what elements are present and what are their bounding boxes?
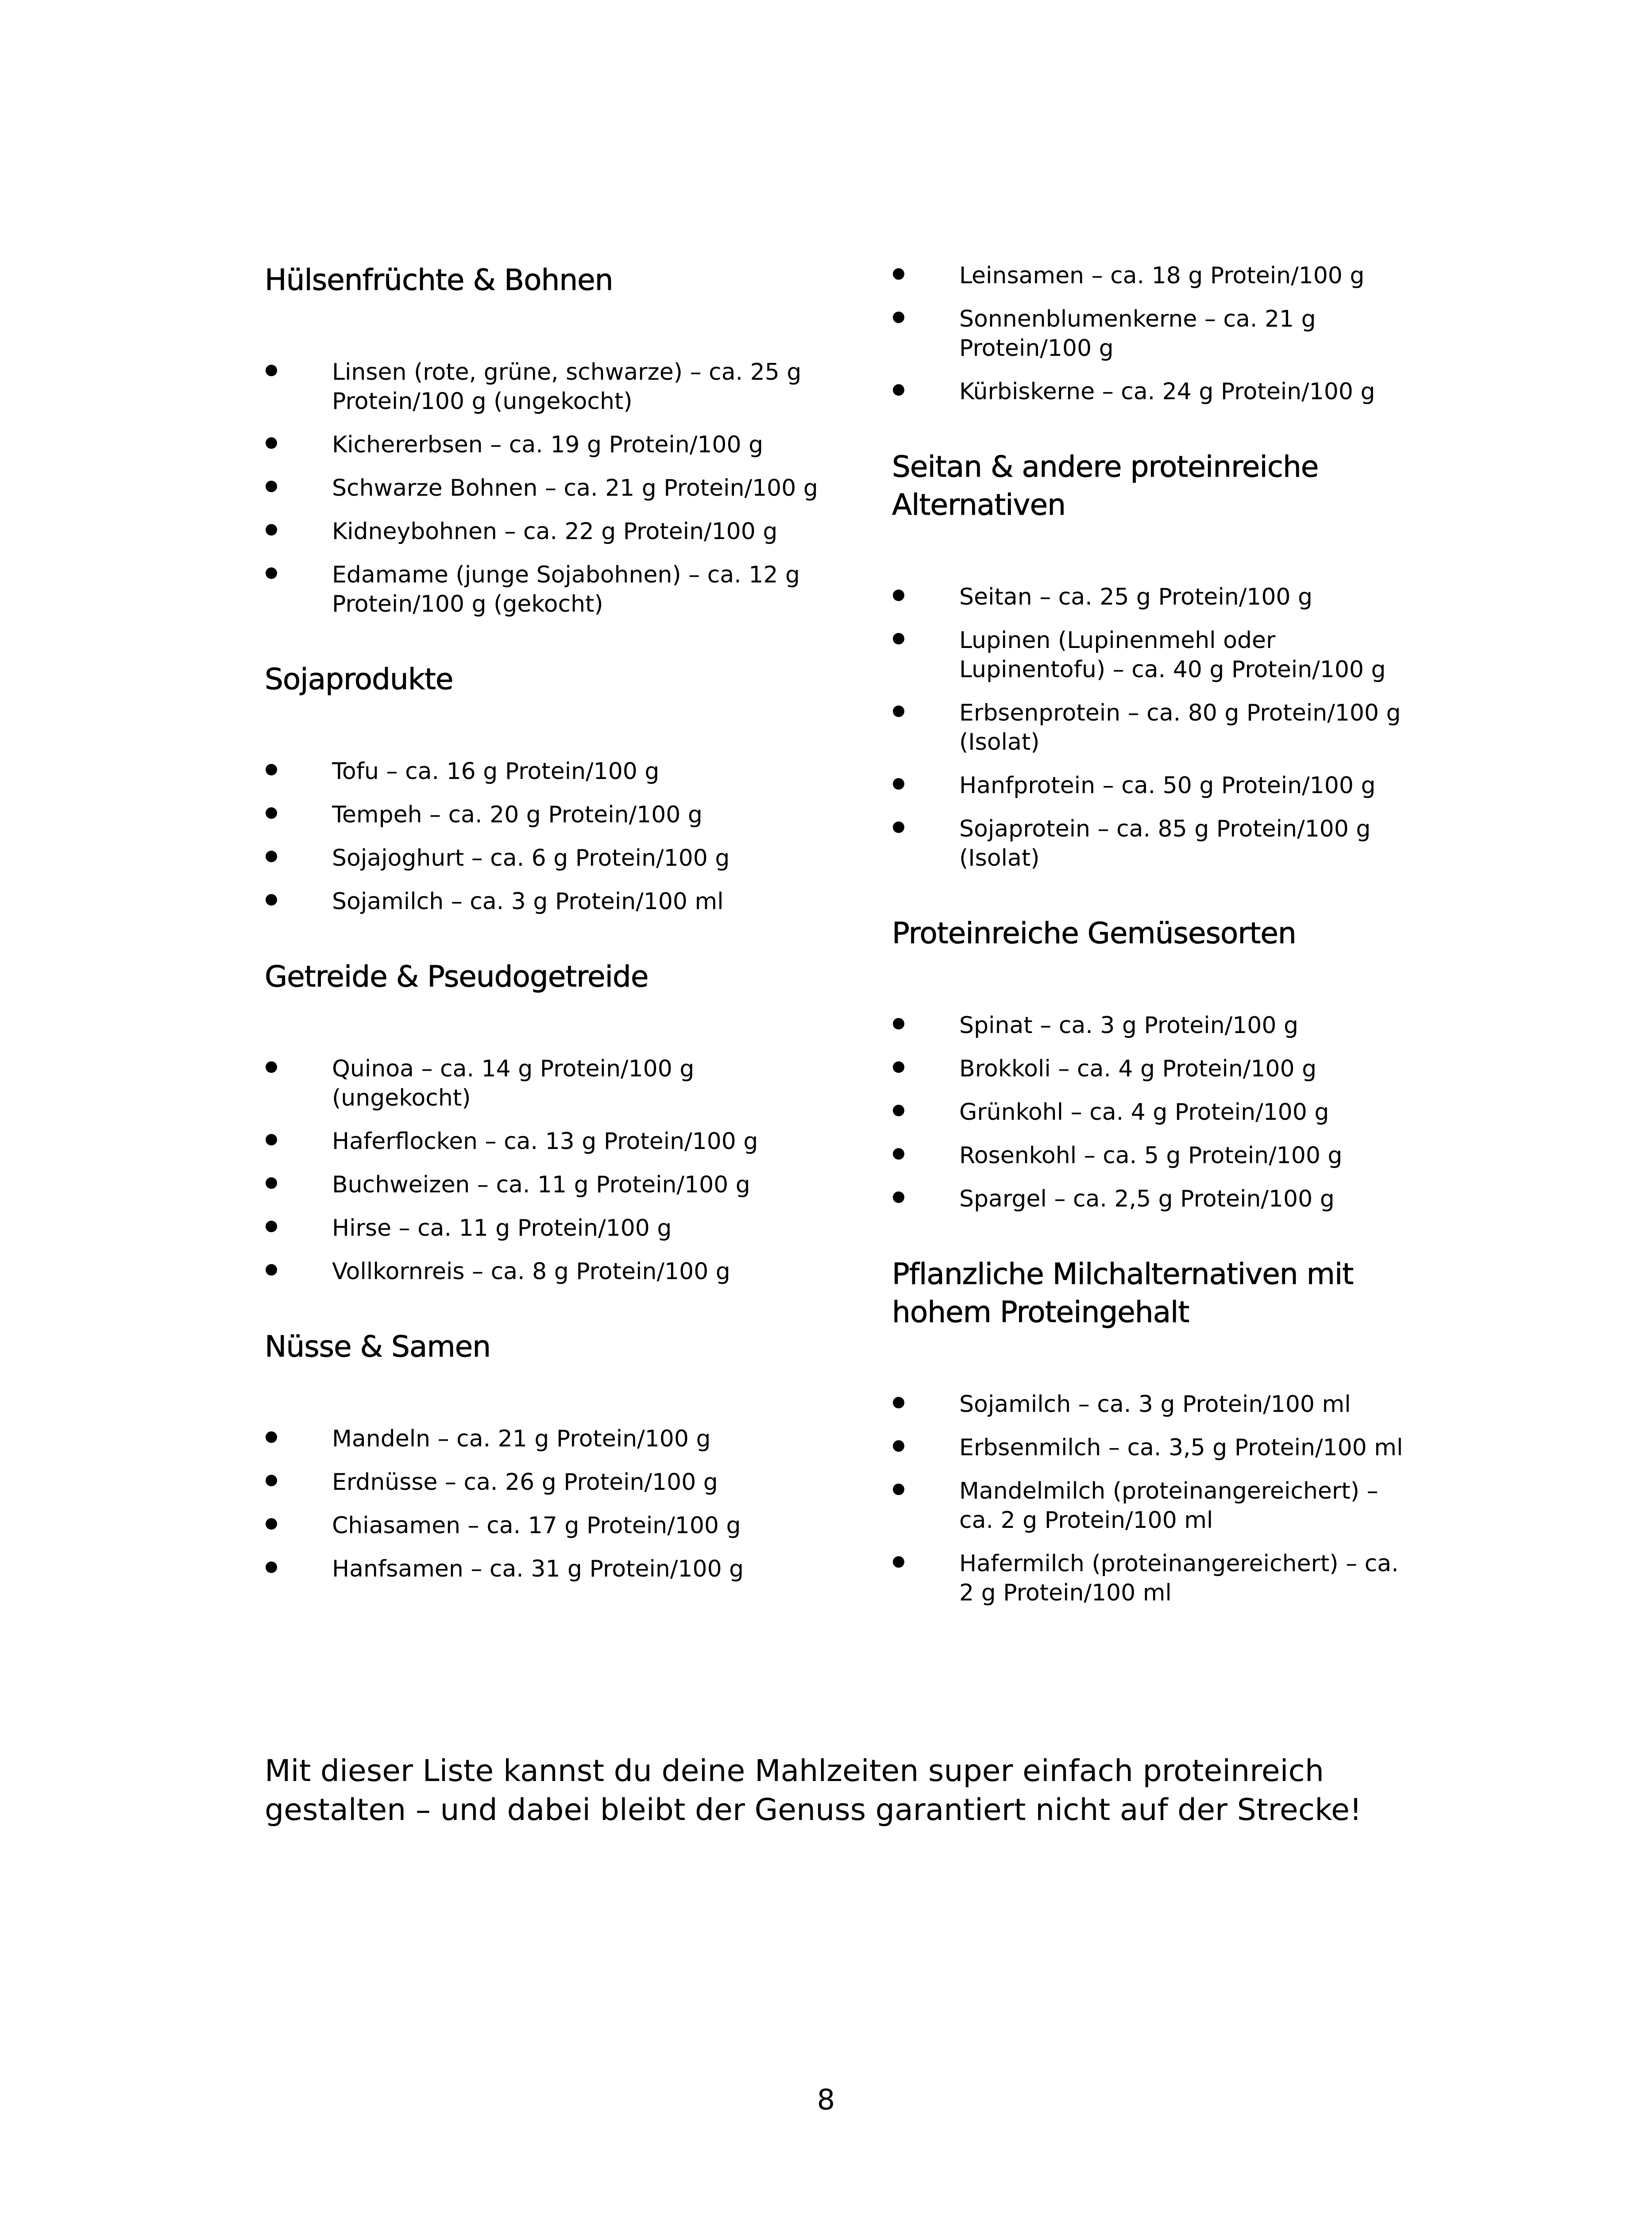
list-item-text: Sojamilch – ca. 3 g Protein/100 ml: [332, 888, 724, 915]
section-nuesse-samen: [265, 1328, 836, 1584]
item-list: [265, 358, 836, 619]
bullet-icon: [266, 1221, 277, 1232]
list-item: [265, 358, 836, 416]
list-item: [892, 1184, 1410, 1214]
list-item: [892, 582, 1410, 612]
list-item-text: Erbsenmilch – ca. 3,5 g Protein/100 ml: [959, 1434, 1403, 1461]
list-item: [892, 1098, 1410, 1127]
item-list: [892, 261, 1410, 406]
bullet-icon: [893, 1018, 904, 1029]
bullet-icon: [893, 1148, 904, 1160]
list-item-text: Rosenkohl – ca. 5 g Protein/100 g: [959, 1142, 1343, 1169]
list-item-text: Schwarze Bohnen – ca. 21 g Protein/100 g: [332, 475, 818, 501]
bullet-icon: [893, 706, 904, 717]
item-list: [892, 1011, 1410, 1214]
bullet-icon: [266, 481, 277, 492]
item-list: [892, 582, 1410, 873]
list-item: [265, 1554, 836, 1584]
bullet-icon: [893, 1440, 904, 1452]
list-item: [265, 1054, 836, 1113]
item-list: [892, 1390, 1410, 1608]
list-item-text: Hanfsamen – ca. 31 g Protein/100 g: [332, 1556, 744, 1582]
list-item: [892, 1477, 1410, 1535]
list-item: [892, 377, 1410, 406]
list-item: [265, 560, 836, 619]
list-item-text: Hanfprotein – ca. 50 g Protein/100 g: [959, 772, 1376, 799]
bullet-icon: [266, 1061, 277, 1073]
section-getreide: [265, 958, 836, 1286]
list-item: [265, 430, 836, 459]
page-number: 8: [817, 2084, 835, 2117]
list-item-text: Tofu – ca. 16 g Protein/100 g: [332, 758, 660, 785]
bullet-icon: [266, 894, 277, 906]
bullet-icon: [266, 1134, 277, 1145]
list-item-text: Sojajoghurt – ca. 6 g Protein/100 g: [332, 845, 730, 871]
section-title: Getreide & Pseudogetreide: [265, 960, 648, 994]
list-item-text: Mandeln – ca. 21 g Protein/100 g: [332, 1426, 711, 1452]
list-item-text: Grünkohl – ca. 4 g Protein/100 g: [959, 1099, 1329, 1126]
list-item: [892, 1011, 1410, 1040]
list-item-text: Lupinen (Lupinenmehl oder Lupinentofu) – ca. 40 g Protein/100 g: [959, 627, 1386, 683]
bullet-icon: [893, 312, 904, 323]
section-title: Sojaprodukte: [265, 662, 453, 696]
bullet-icon: [266, 764, 277, 775]
list-item: [892, 1141, 1410, 1170]
list-item-text: Sojamilch – ca. 3 g Protein/100 ml: [959, 1391, 1351, 1418]
list-item-text: Seitan – ca. 25 g Protein/100 g: [959, 584, 1313, 610]
section-nuesse-samen-continued: [892, 261, 1410, 406]
list-item: [265, 800, 836, 829]
item-list: [265, 757, 836, 916]
list-item: [892, 1433, 1410, 1462]
bullet-icon: [893, 633, 904, 644]
bullet-icon: [893, 268, 904, 280]
bullet-icon: [266, 437, 277, 449]
list-item: [265, 1170, 836, 1199]
list-item: [892, 771, 1410, 800]
bullet-icon: [266, 1475, 277, 1486]
list-item-text: Leinsamen – ca. 18 g Protein/100 g: [959, 262, 1365, 289]
list-item: [892, 626, 1410, 684]
section-title: Hülsenfrüchte & Bohnen: [265, 263, 613, 297]
list-item-text: Haferflocken – ca. 13 g Protein/100 g: [332, 1128, 758, 1155]
right-column: [892, 261, 1410, 1622]
bullet-icon: [266, 1264, 277, 1276]
bullet-icon: [893, 1061, 904, 1073]
list-item-text: Mandelmilch (proteinangereichert) – ca. 2 g Protein/100 ml: [959, 1478, 1378, 1534]
list-item-text: Chiasamen – ca. 17 g Protein/100 g: [332, 1512, 741, 1539]
list-item-text: Erbsenprotein – ca. 80 g Protein/100 g (Isolat): [959, 700, 1401, 756]
bullet-icon: [893, 1556, 904, 1568]
bullet-icon: [266, 1431, 277, 1443]
section-seitan: [892, 448, 1410, 873]
section-title: Proteinreiche Gemüsesorten: [892, 916, 1296, 950]
bullet-icon: [893, 384, 904, 396]
list-item-text: Brokkoli – ca. 4 g Protein/100 g: [959, 1056, 1317, 1082]
list-item: [265, 887, 836, 916]
list-item: [265, 844, 836, 873]
section-gemuesesorten: [892, 914, 1410, 1214]
list-item: [892, 1549, 1410, 1608]
list-item-text: Erdnüsse – ca. 26 g Protein/100 g: [332, 1469, 718, 1496]
list-item-text: Kichererbsen – ca. 19 g Protein/100 g: [332, 432, 764, 458]
bullet-icon: [893, 778, 904, 790]
list-item: [265, 1257, 836, 1286]
list-item: [892, 305, 1410, 363]
list-item-text: Hirse – ca. 11 g Protein/100 g: [332, 1215, 672, 1241]
bullet-icon: [266, 807, 277, 819]
bullet-icon: [266, 365, 277, 376]
list-item-text: Quinoa – ca. 14 g Protein/100 g (ungekocht): [332, 1056, 695, 1111]
item-list: [265, 1424, 836, 1584]
list-item-text: Kidneybohnen – ca. 22 g Protein/100 g: [332, 518, 778, 545]
bullet-icon: [266, 1518, 277, 1530]
section-title: Seitan & andere proteinreiche Alternativen: [892, 450, 1319, 522]
list-item: [892, 814, 1410, 873]
bullet-icon: [893, 1191, 904, 1203]
bullet-icon: [893, 1105, 904, 1116]
list-item-text: Sojaprotein – ca. 85 g Protein/100 g (Isolat): [959, 816, 1371, 871]
list-item-text: Tempeh – ca. 20 g Protein/100 g: [332, 802, 702, 828]
list-item-text: Sonnenblumenkerne – ca. 21 g Protein/100 g: [959, 306, 1316, 362]
item-list: [265, 1054, 836, 1286]
section-title: Pflanzliche Milchalternativen mit hohem Proteingehalt: [892, 1257, 1354, 1329]
bullet-icon: [893, 590, 904, 601]
bullet-icon: [266, 1561, 277, 1573]
list-item-text: Edamame (junge Sojabohnen) – ca. 12 g Protein/100 g (gekocht): [332, 562, 800, 617]
list-item: [265, 1511, 836, 1540]
section-milchalternativen: [892, 1255, 1410, 1608]
bullet-icon: [893, 821, 904, 833]
list-item: [265, 1214, 836, 1243]
list-item: [265, 517, 836, 546]
list-item-text: Spargel – ca. 2,5 g Protein/100 g: [959, 1186, 1335, 1212]
list-item: [892, 1054, 1410, 1083]
list-item-text: Vollkornreis – ca. 8 g Protein/100 g: [332, 1258, 730, 1285]
section-huelsenfruechte: [265, 261, 836, 619]
list-item: [892, 698, 1410, 757]
section-sojaprodukte: [265, 660, 836, 916]
bullet-icon: [266, 1177, 277, 1189]
list-item: [265, 1468, 836, 1497]
section-title: Nüsse & Samen: [265, 1330, 491, 1364]
bullet-icon: [266, 524, 277, 536]
left-column: [265, 261, 836, 1598]
list-item-text: Linsen (rote, grüne, schwarze) – ca. 25 g Protein/100 g (ungekocht): [332, 359, 802, 415]
list-item: [892, 1390, 1410, 1419]
bullet-icon: [893, 1397, 904, 1408]
list-item: [265, 474, 836, 503]
list-item-text: Hafermilch (proteinangereichert) – ca. 2 g Protein/100 ml: [959, 1550, 1399, 1606]
bullet-icon: [266, 567, 277, 579]
list-item: [265, 1127, 836, 1156]
list-item-text: Kürbiskerne – ca. 24 g Protein/100 g: [959, 378, 1375, 405]
list-item-text: Spinat – ca. 3 g Protein/100 g: [959, 1012, 1298, 1039]
list-item-text: Buchweizen – ca. 11 g Protein/100 g: [332, 1172, 750, 1198]
list-item: [892, 261, 1410, 290]
list-item: [265, 757, 836, 786]
bullet-icon: [893, 1484, 904, 1495]
closing-paragraph: Mit dieser Liste kannst du deine Mahlzeiten super einfach proteinreich gestalten – und dabei bleibt der Genuss garantiert nicht auf der Strecke!: [265, 1754, 1362, 1827]
bullet-icon: [266, 851, 277, 862]
list-item: [265, 1424, 836, 1453]
